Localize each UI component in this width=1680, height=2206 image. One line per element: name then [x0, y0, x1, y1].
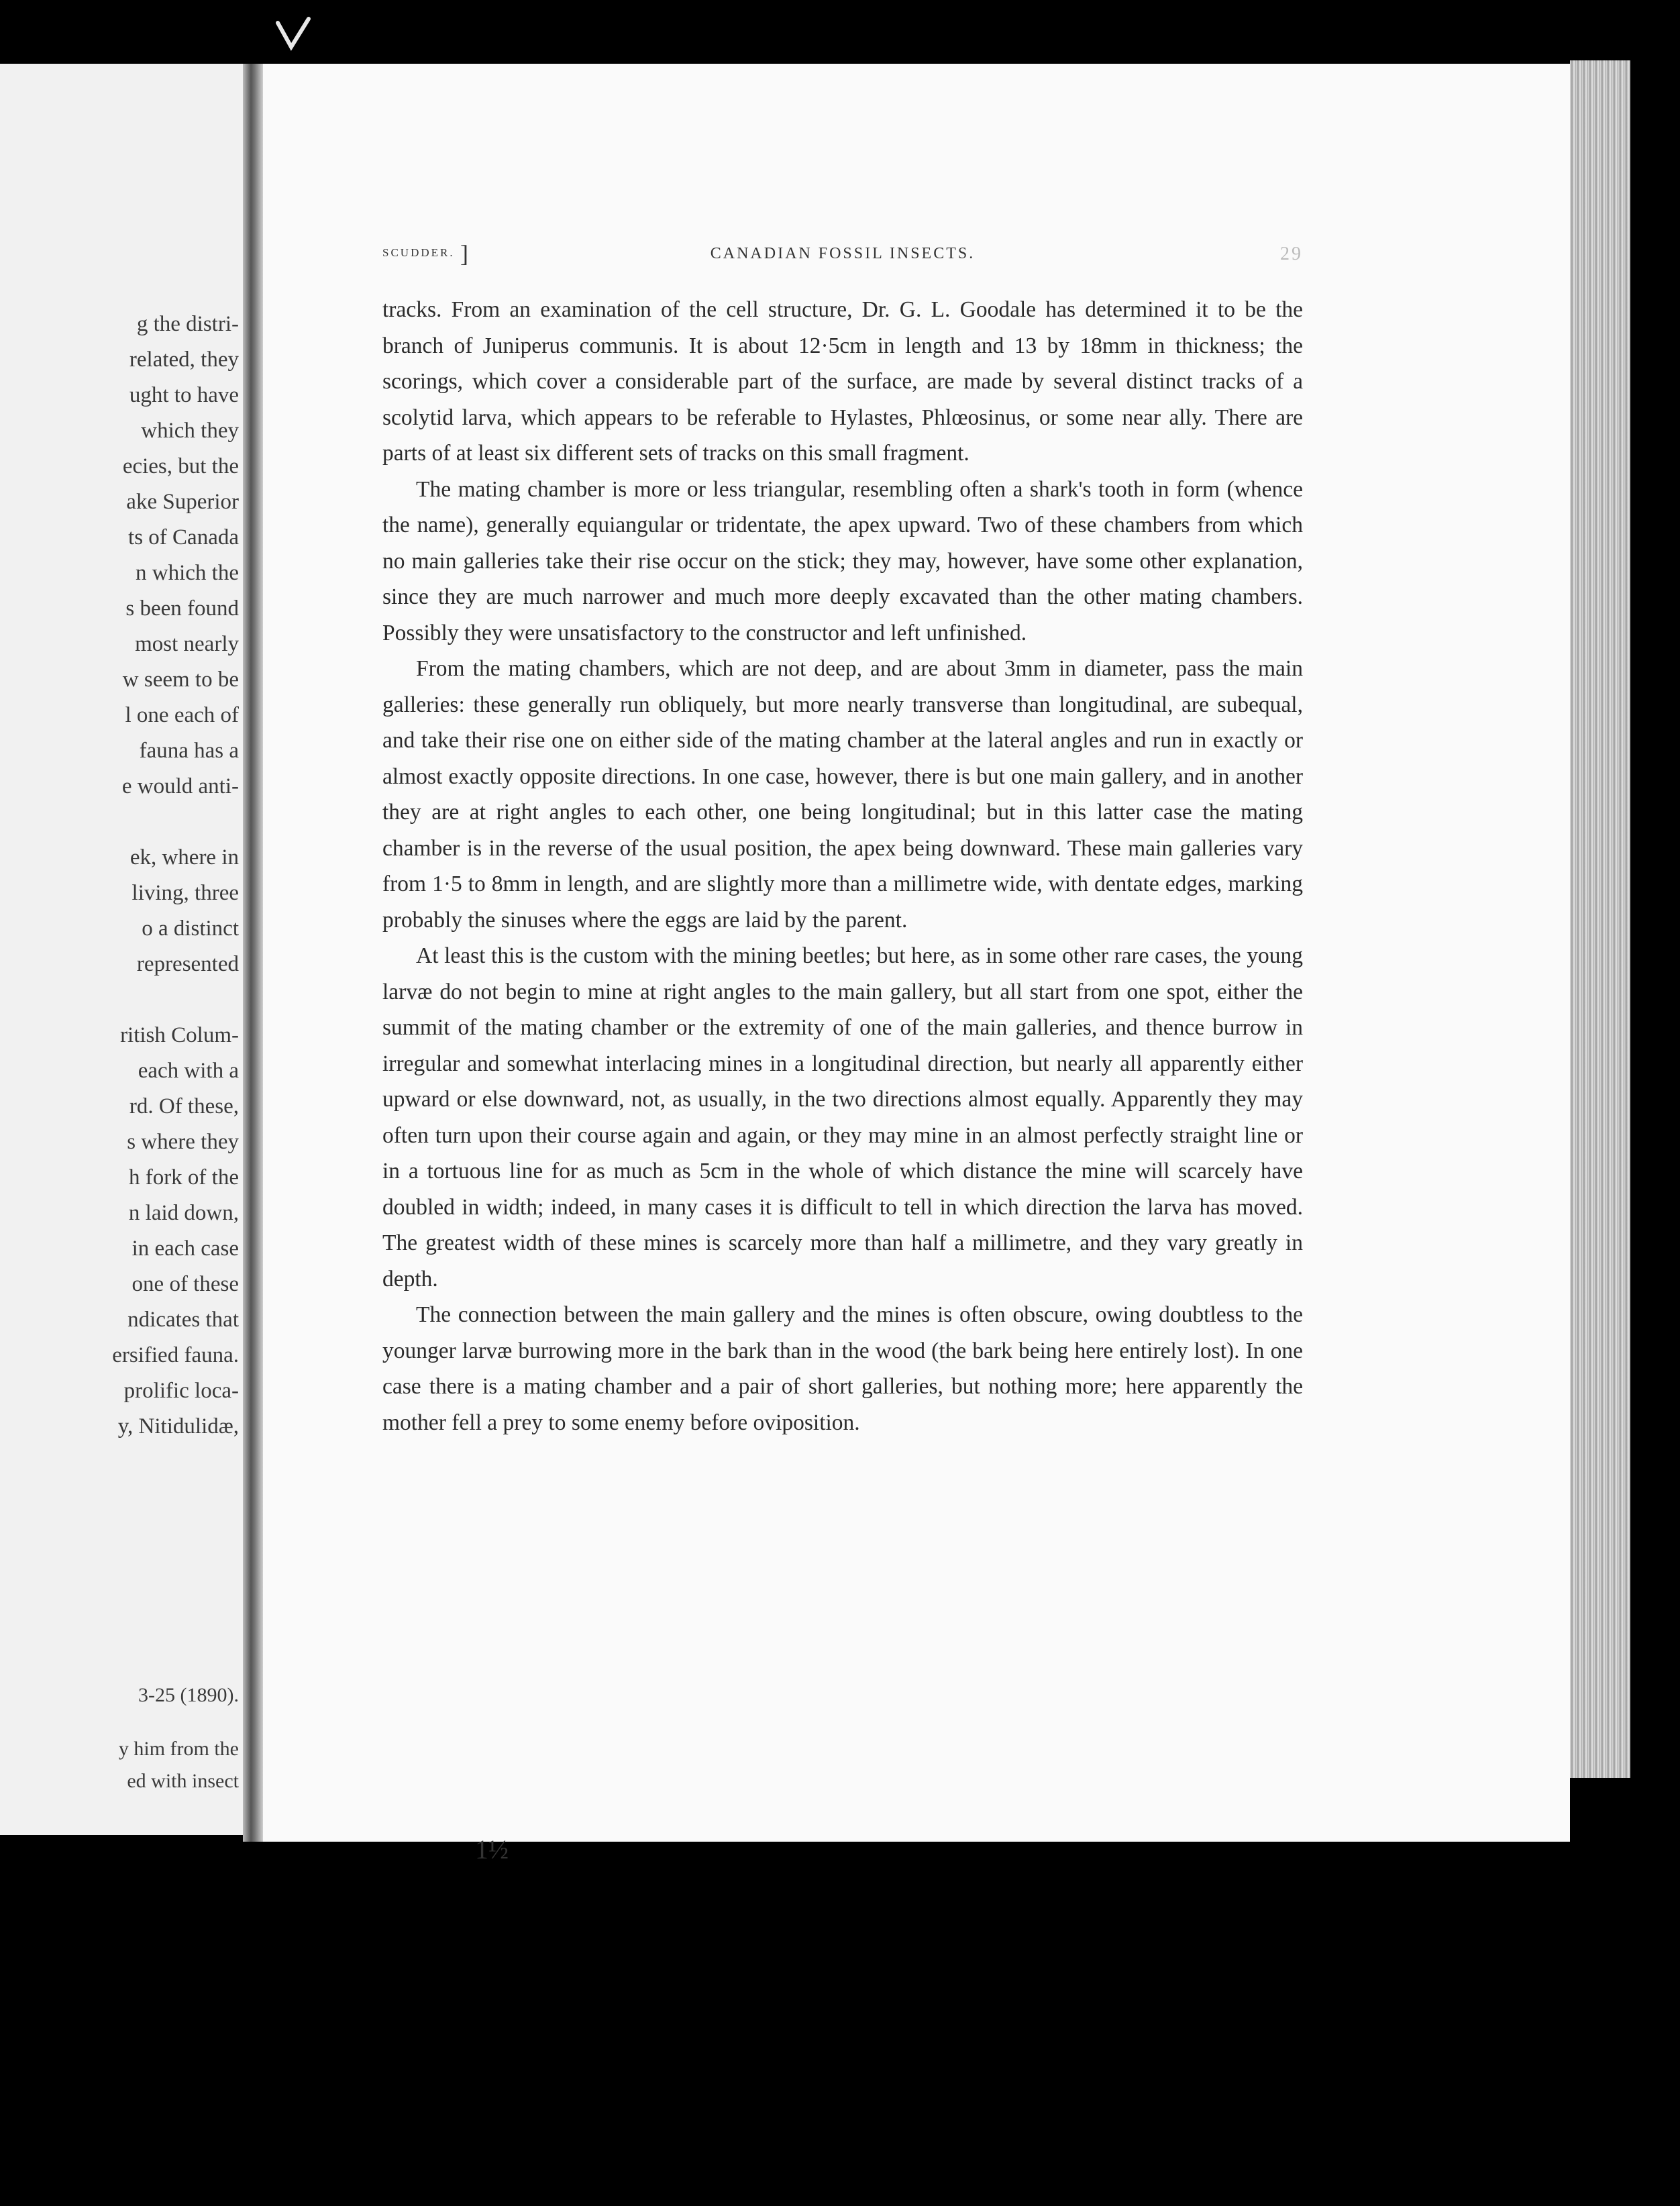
- paragraph-4: At least this is the custom with the mining beetles; but here, as in some other rare cases, the young larvæ do not begin to mine at right angles to the main gallery, but all start from one spot, either the summit of the mating chamber or the extremity of one of the main galleries, and thence burrow in irregular and somewhat interlacing mines in a longitudinal direction, but nearly all apparently either upward or else downward, not, as usually, in the two directions almost equally. Apparently they may often turn upon their course again and again, or they may mine in an almost perfectly straight line or in a tortuous line for as much as 5cm in the whole of which distance the mine will scarcely have doubled in width; indeed, in many cases it is difficult to tell in which direction the larva has moved. The greatest width of these mines is scarcely more than half a millimetre, and they vary greatly in depth.: [382, 943, 1303, 1292]
- running-title: CANADIAN FOSSIL INSECTS.: [710, 245, 976, 262]
- left-page-line: e would anti-: [121, 774, 239, 798]
- body-text: [382, 292, 1303, 1440]
- left-page-line: n laid down,: [128, 1201, 239, 1225]
- left-page-line: rd. Of these,: [129, 1094, 239, 1118]
- left-page-line: h fork of the: [128, 1165, 239, 1190]
- running-head: [382, 240, 1303, 270]
- left-page-footnote-line: y him from the: [118, 1738, 239, 1760]
- paragraph-3: From the mating chambers, which are not deep, and are about 3mm in diameter, pass the main galleries: these generally run obliquely, but more nearly transverse than longitudinal, are subequal, and take their rise one on either side of the mating chamber at the lateral angles and run in exactly or almost exactly opposite directions. In one case, however, there is but one main gallery, and in another they are at right angles to each other, one being longitudinal; but in this latter case the mating chamber is in the reverse of the usual position, the apex being downward. These main galleries vary from 1·5 to 8mm in length, and are slightly more than a millimetre wide, with dentate edges, marking probably the sinuses where the eggs are laid by the parent.: [382, 656, 1303, 933]
- left-page-line: ritish Colum-: [120, 1023, 239, 1047]
- left-page-line: in each case: [132, 1237, 239, 1261]
- author-tag: SCUDDER.: [382, 246, 455, 259]
- left-page-line: ught to have: [129, 383, 239, 407]
- author-bracket: ]: [460, 240, 470, 267]
- left-page-line: ecies, but the: [122, 454, 239, 478]
- left-page-line: ndicates that: [127, 1308, 239, 1332]
- book-gutter: [243, 64, 263, 1842]
- left-page-footnote-line: 3-25 (1890).: [138, 1684, 239, 1706]
- left-page-line: s been found: [125, 596, 239, 621]
- left-page-line: represented: [136, 952, 239, 976]
- left-page-line: w seem to be: [122, 668, 239, 692]
- left-page-line: fauna has a: [139, 739, 239, 763]
- left-page-line: most nearly: [135, 632, 239, 656]
- left-page-line: ersified fauna.: [112, 1343, 239, 1367]
- paragraph-2: The mating chamber is more or less triangular, resembling often a shark's tooth in form (whence the name), generally equiangular or tridentate, the apex upward. Two of these chambers from which no main galleries take their rise occur on the stick; they may, however, have some other explanation, since they are much narrower and much more deeply excavated than the other mating chambers. Possibly they were unsatisfactory to the constructor and left unfinished.: [382, 476, 1303, 645]
- left-page-line: living, three: [132, 881, 239, 905]
- left-page-line: y, Nitidulidæ,: [117, 1414, 239, 1438]
- signature-mark: 1½: [475, 1834, 509, 1864]
- page-number: 29: [1280, 244, 1303, 264]
- left-page-line: one of these: [132, 1272, 239, 1296]
- left-page-line: which they: [141, 419, 239, 443]
- left-page-line: n which the: [136, 561, 239, 585]
- left-page-line: ake Superior: [126, 490, 239, 514]
- left-page-line: prolific loca-: [123, 1379, 239, 1403]
- left-page-line: each with a: [138, 1059, 239, 1083]
- left-page-line: l one each of: [125, 703, 239, 727]
- left-page-line: s where they: [127, 1130, 239, 1154]
- page-edges: [1570, 60, 1630, 1778]
- left-page-line: related, they: [129, 348, 239, 372]
- left-page-line: ek, where in: [129, 845, 239, 870]
- left-page-line: g the distri-: [136, 312, 239, 336]
- left-page-line: ts of Canada: [128, 525, 239, 549]
- check-mark-icon: [274, 15, 314, 55]
- left-page: [0, 64, 247, 1835]
- left-page-footnote-line: ed with insect: [127, 1770, 239, 1792]
- paragraph-5: The connection between the main gallery and the mines is often obscure, owing doubtless to the younger larvæ burrowing more in the bark than in the wood (the bark being here entirely lost). In one case there is a mating chamber and a pair of short galleries, but nothing more; here apparently the mother fell a prey to some enemy before oviposition.: [382, 1302, 1303, 1435]
- paragraph-1: tracks. From an examination of the cell structure, Dr. G. L. Goodale has determined it to be the branch of Juniperus communis. It is about 12·5cm in length and 13 by 18mm in thickness; the scorings, which cover a considerable part of the surface, are made by several distinct tracks of a scolytid larva, which appears to be referable to Hylastes, Phlœosinus, or some near ally. There are parts of at least six different sets of tracks on this small fragment.: [382, 297, 1303, 466]
- left-page-line: o a distinct: [142, 916, 239, 941]
